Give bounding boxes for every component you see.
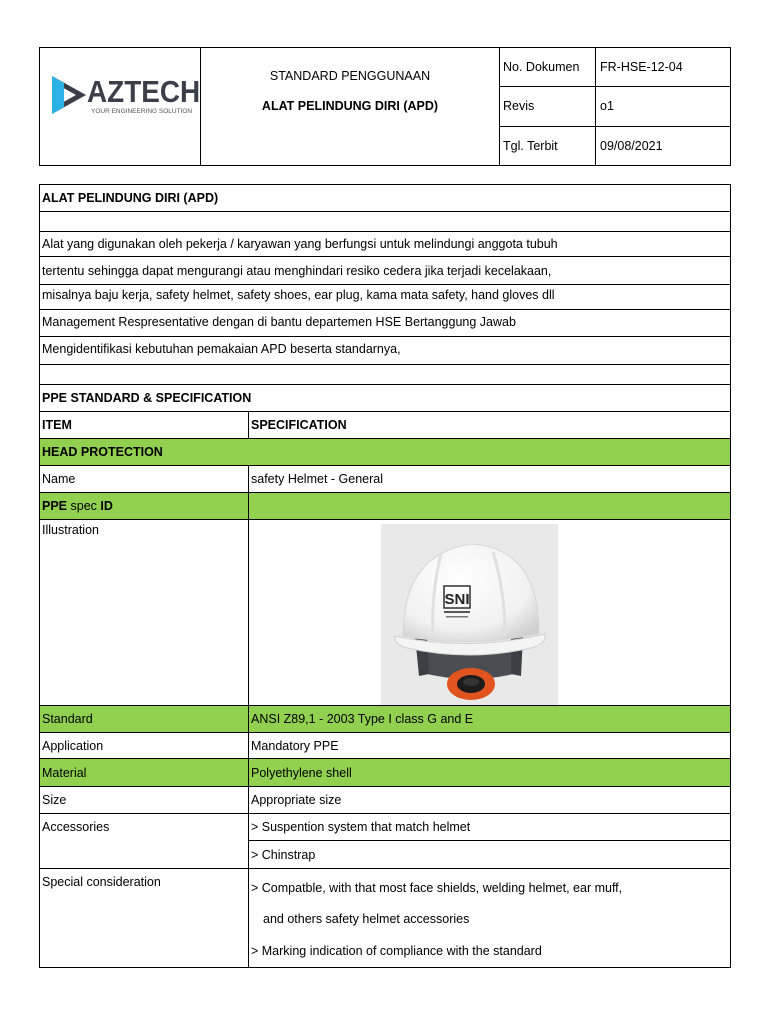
material-value: Polyethylene shell: [251, 766, 352, 780]
revision-value: o1: [600, 99, 614, 113]
spec-id-label-ppe: PPE: [42, 499, 68, 513]
special-consideration-value: > Compatble, with that most face shields, welding helmet, ear muff,: [251, 881, 623, 895]
spec-id-label-spec: spec: [67, 499, 101, 513]
name-label: Name: [42, 472, 76, 486]
special-consideration-value: > Marking indication of compliance with the standard: [251, 944, 542, 958]
header-title-line1: STANDARD PENGGUNAAN: [269, 69, 431, 83]
paragraph-line: Mengidentifikasi kebutuhan pemakaian APD beserta standarnya,: [42, 342, 401, 356]
spec-id-label: [42, 499, 113, 513]
category-head-protection: HEAD PROTECTION: [42, 445, 163, 459]
revision-label: Revis: [503, 99, 535, 113]
size-value: Appropriate size: [251, 793, 342, 807]
logo-wordmark: AZTECH: [87, 74, 201, 109]
logo-triangle-icon: [50, 74, 88, 116]
safety-helmet-icon: [381, 524, 558, 705]
material-row-fill: [40, 759, 730, 786]
paragraph-line: Management Respresentative dengan di bantu departemen HSE Bertanggung Jawab: [42, 315, 516, 329]
spec-id-row-fill: [40, 493, 730, 519]
company-logo: [50, 74, 201, 122]
standard-label: Standard: [42, 712, 93, 726]
size-label: Size: [42, 793, 67, 807]
application-label: Application: [42, 739, 104, 753]
column-header-specification: SPECIFICATION: [251, 418, 347, 432]
special-consideration-value: and others safety helmet accessories: [263, 912, 470, 926]
section-title: ALAT PELINDUNG DIRI (APD): [42, 191, 219, 205]
column-header-item: ITEM: [42, 418, 72, 432]
accessories-value: > Chinstrap: [251, 848, 316, 862]
doc-number-value: FR-HSE-12-04: [600, 60, 683, 74]
accessories-label: Accessories: [42, 820, 110, 834]
spec-section-title: PPE STANDARD & SPECIFICATION: [42, 391, 252, 405]
paragraph-line: Alat yang digunakan oleh pekerja / karyawan yang berfungsi untuk melindungi anggota tubuh: [42, 237, 558, 251]
special-consideration-label: Special consideration: [42, 875, 161, 889]
header-title-line2: ALAT PELINDUNG DIRI (APD): [261, 99, 439, 113]
accessories-value: > Suspention system that match helmet: [251, 820, 471, 834]
paragraph-line: tertentu sehingga dapat mengurangi atau menghindari resiko cedera jika terjadi kecelakaan,: [42, 264, 552, 278]
standard-value: ANSI Z89,1 - 2003 Type I class G and E: [251, 712, 474, 726]
helmet-sni-badge: SNI: [444, 591, 470, 608]
helmet-illustration: [381, 524, 558, 705]
issue-date-label: Tgl. Terbit: [503, 139, 558, 153]
material-label: Material: [42, 766, 87, 780]
illustration-label: Illustration: [42, 523, 99, 537]
logo-tagline: YOUR ENGINEERING SOLUTION: [91, 108, 193, 115]
application-value: Mandatory PPE: [251, 739, 339, 753]
paragraph-line: misalnya baju kerja, safety helmet, safety shoes, ear plug, kama mata safety, hand gloves dll: [42, 288, 555, 302]
spec-id-label-id: ID: [100, 499, 113, 513]
doc-number-label: No. Dokumen: [503, 60, 580, 74]
issue-date-value: 09/08/2021: [600, 139, 663, 153]
name-value: safety Helmet - General: [251, 472, 383, 486]
